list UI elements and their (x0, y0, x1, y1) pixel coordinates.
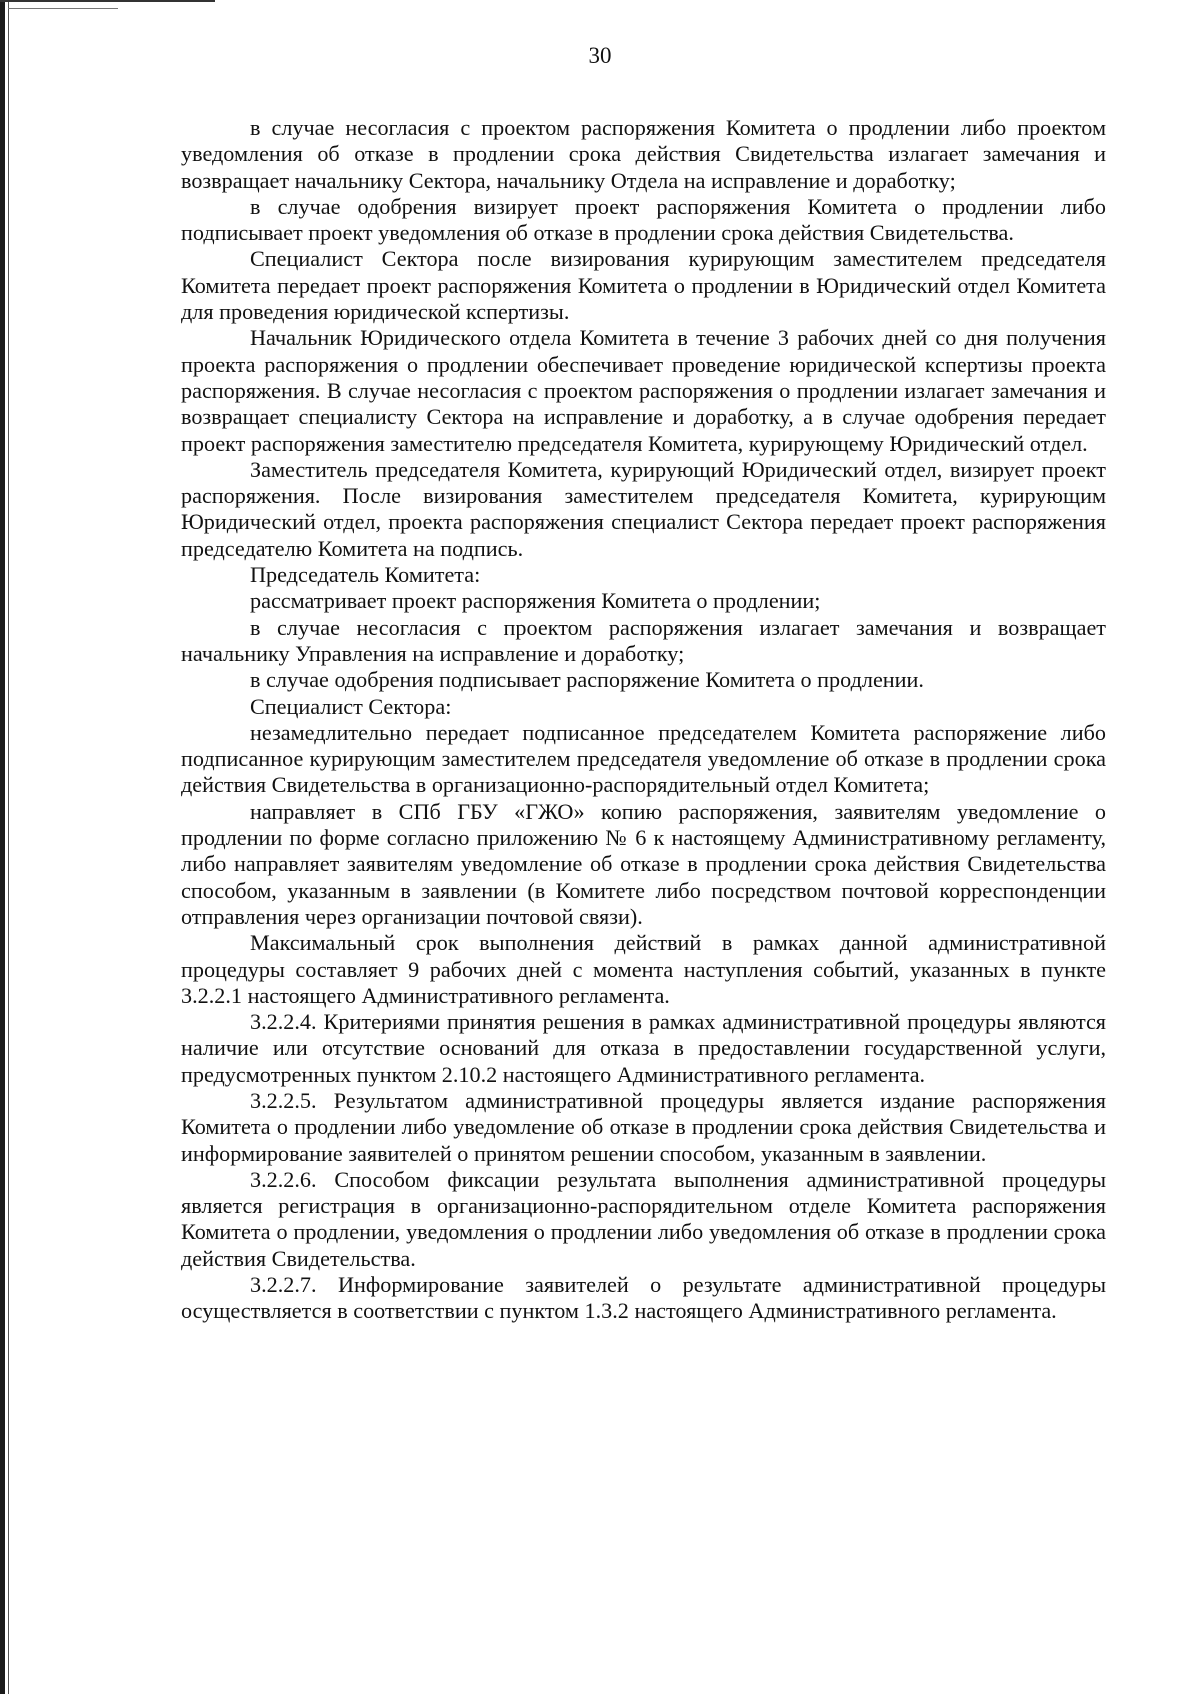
paragraph: рассматривает проект распоряжения Комитета о продлении; (250, 588, 821, 614)
paragraph: Максимальный срок выполнения действий в рамках данной административной процедуры составляет 9 рабочих дней с момента наступления событий, указанных в пункте 3.2.2.1 настоящего Административного регламента. (181, 930, 1106, 1008)
page-number: 30 (588, 43, 612, 68)
paragraph: Председатель Комитета: (250, 562, 481, 588)
paragraph: 3.2.2.7. Информирование заявителей о результате административной процедуры осуществляется в соответствии с пунктом 1.3.2 настоящего Административного регламента. (181, 1272, 1106, 1324)
paragraph: Специалист Сектора после визирования курирующим заместителем председателя Комитета передает проект распоряжения Комитета о продлении в Юридический отдел Комитета для проведения юридической кспертизы. (181, 246, 1106, 325)
scan-border-left-inner (8, 0, 9, 1694)
paragraph: 3.2.2.6. Способом фиксации результата выполнения административной процедуры является регистрация в организационно-распорядительном отделе Комитета распоряжения Комитета о продлении, уведомления о продлении либо уведомления об отказе в продлении срока действия Свидетельства. (181, 1166, 1106, 1271)
paragraph: в случае одобрения подписывает распоряжение Комитета о продлении. (250, 667, 924, 693)
scan-border-top-inner (8, 8, 118, 9)
document-body (181, 115, 1106, 1325)
scan-border-top (0, 0, 215, 2)
paragraph: направляет в СПб ГБУ «ГЖО» копию распоряжения, заявителям уведомление о продлении по форме согласно приложению № 6 к настоящему Административному регламенту, либо направляет заявителям уведомление об отказе в продлении срока действия Свидетельства способом, указанным в заявлении (в Комитете либо посредством почтовой корреспонденции отправления через организации почтовой связи). (181, 798, 1106, 929)
paragraph: 3.2.2.5. Результатом административной процедуры является издание распоряжения Комитета о продлении либо уведомление об отказе в продлении срока действия Свидетельства и информирование заявителей о принятом решении способом, указанным в заявлении. (181, 1087, 1106, 1166)
paragraph: в случае несогласия с проектом распоряжения излагает замечания и возвращает начальнику Управления на исправление и доработку; (181, 614, 1106, 666)
paragraph: Начальник Юридического отдела Комитета в течение 3 рабочих дней со дня получения проекта распоряжения о продлении обеспечивает проведение юридической кспертизы проекта распоряжения. В случае несогласия с проектом распоряжения о продлении излагает замечания и возвращает специалисту Сектора на исправление и доработку, а в случае одобрения передает проект распоряжения заместителю председателя Комитета, курирующему Юридический отдел. (181, 325, 1106, 456)
scan-border-left (0, 0, 5, 1694)
paragraph: в случае одобрения визирует проект распоряжения Комитета о продлении либо подписывает проект уведомления об отказе в продлении срока действия Свидетельства. (181, 193, 1106, 246)
paragraph: незамедлительно передает подписанное председателем Комитета распоряжение либо подписанное курирующим заместителем председателя уведомление об отказе в продлении срока действия Свидетельства в организационно-распорядительный отдел Комитета; (181, 719, 1106, 798)
paragraph: в случае несогласия с проектом распоряжения Комитета о продлении либо проектом уведомления об отказе в продлении срока действия Свидетельства излагает замечания и возвращает начальнику Сектора, начальнику Отдела на исправление и доработку; (181, 115, 1106, 193)
paragraph: Специалист Сектора: (250, 693, 452, 719)
paragraph: Заместитель председателя Комитета, курирующий Юридический отдел, визирует проект распоряжения. После визирования заместителем председателя Комитета, курирующим Юридический отдел, проекта распоряжения специалист Сектора передает проект распоряжения председателю Комитета на подпись. (181, 456, 1106, 561)
paragraph: 3.2.2.4. Критериями принятия решения в рамках административной процедуры являются наличие или отсутствие оснований для отказа в предоставлении государственной услуги, предусмотренных пунктом 2.10.2 настоящего Административного регламента. (181, 1009, 1106, 1087)
